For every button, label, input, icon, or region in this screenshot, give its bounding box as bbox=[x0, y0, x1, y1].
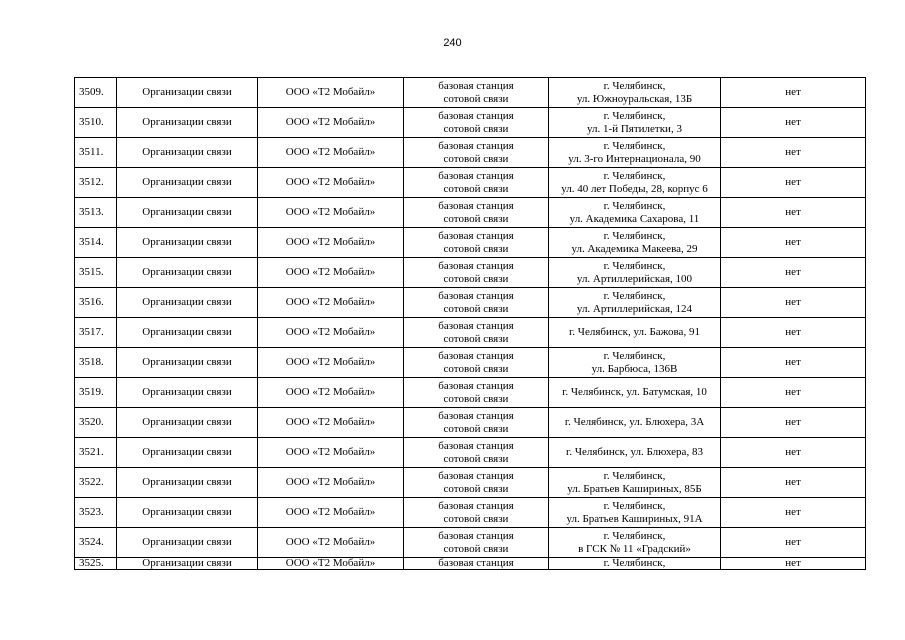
cell-organization: ООО «Т2 Мобайл» bbox=[258, 558, 404, 570]
cell-object-line: сотовой связи bbox=[443, 452, 509, 465]
cell-object-line: базовая станция bbox=[438, 557, 514, 569]
cell-object-line: сотовой связи bbox=[443, 242, 509, 255]
cell-address bbox=[549, 558, 721, 570]
cell-organization: ООО «Т2 Мобайл» bbox=[258, 468, 404, 498]
table-row bbox=[75, 498, 866, 528]
cell-object-line: сотовой связи bbox=[443, 122, 509, 135]
cell-address-line: г. Челябинск, bbox=[603, 79, 666, 92]
page-number: 240 bbox=[443, 37, 462, 49]
cell-status: нет bbox=[721, 408, 866, 438]
cell-address-line: ул. Братьев Кашириных, 85Б bbox=[567, 482, 702, 495]
cell-organization: ООО «Т2 Мобайл» bbox=[258, 138, 404, 168]
cell-category: Организации связи bbox=[117, 258, 258, 288]
cell-status: нет bbox=[721, 438, 866, 468]
cell-address-line: г. Челябинск, bbox=[603, 169, 666, 182]
cell-object bbox=[404, 168, 549, 198]
cell-number: 3509. bbox=[75, 78, 117, 108]
cell-object-line: базовая станция bbox=[438, 79, 514, 92]
cell-status: нет bbox=[721, 528, 866, 558]
cell-organization: ООО «Т2 Мобайл» bbox=[258, 348, 404, 378]
cell-object bbox=[404, 528, 549, 558]
cell-object bbox=[404, 228, 549, 258]
cell-number: 3513. bbox=[75, 198, 117, 228]
cell-number: 3524. bbox=[75, 528, 117, 558]
cell-address bbox=[549, 288, 721, 318]
cell-object bbox=[404, 408, 549, 438]
cell-address-line: г. Челябинск, bbox=[603, 349, 666, 362]
cell-address-line: ул. Артиллерийская, 100 bbox=[576, 272, 693, 285]
cell-address-line: г. Челябинск, bbox=[603, 259, 666, 272]
cell-object-line: сотовой связи bbox=[443, 422, 509, 435]
cell-number: 3519. bbox=[75, 378, 117, 408]
cell-object bbox=[404, 288, 549, 318]
cell-status: нет bbox=[721, 498, 866, 528]
table-row bbox=[75, 138, 866, 168]
cell-organization: ООО «Т2 Мобайл» bbox=[258, 528, 404, 558]
table-row bbox=[75, 378, 866, 408]
cell-address-line: г. Челябинск, bbox=[603, 469, 666, 482]
cell-status: нет bbox=[721, 558, 866, 570]
registry-table-body bbox=[75, 78, 866, 570]
cell-category: Организации связи bbox=[117, 468, 258, 498]
cell-address bbox=[549, 108, 721, 138]
cell-category: Организации связи bbox=[117, 318, 258, 348]
cell-address bbox=[549, 408, 721, 438]
cell-object-line: сотовой связи bbox=[443, 512, 509, 525]
cell-organization: ООО «Т2 Мобайл» bbox=[258, 408, 404, 438]
cell-category: Организации связи bbox=[117, 558, 258, 570]
table-row bbox=[75, 108, 866, 138]
cell-object bbox=[404, 258, 549, 288]
cell-object bbox=[404, 558, 549, 570]
cell-object bbox=[404, 438, 549, 468]
cell-object-line: базовая станция bbox=[438, 109, 514, 122]
cell-object-line: базовая станция bbox=[438, 499, 514, 512]
cell-address-line: г. Челябинск, ул. Блюхера, 3А bbox=[564, 416, 705, 428]
cell-object-line: базовая станция bbox=[438, 409, 514, 422]
table-row bbox=[75, 288, 866, 318]
cell-address-line: г. Челябинск, bbox=[603, 529, 666, 542]
cell-organization: ООО «Т2 Мобайл» bbox=[258, 258, 404, 288]
cell-status: нет bbox=[721, 228, 866, 258]
cell-number: 3511. bbox=[75, 138, 117, 168]
cell-address bbox=[549, 138, 721, 168]
cell-number: 3515. bbox=[75, 258, 117, 288]
cell-address bbox=[549, 348, 721, 378]
cell-status: нет bbox=[721, 108, 866, 138]
cell-number: 3512. bbox=[75, 168, 117, 198]
table-row bbox=[75, 348, 866, 378]
cell-object-line: базовая станция bbox=[438, 199, 514, 212]
cell-category: Организации связи bbox=[117, 408, 258, 438]
cell-number: 3517. bbox=[75, 318, 117, 348]
cell-object bbox=[404, 348, 549, 378]
cell-number: 3522. bbox=[75, 468, 117, 498]
cell-object bbox=[404, 78, 549, 108]
cell-address bbox=[549, 468, 721, 498]
cell-organization: ООО «Т2 Мобайл» bbox=[258, 438, 404, 468]
cell-address-line: г. Челябинск, bbox=[603, 289, 666, 302]
cell-category: Организации связи bbox=[117, 348, 258, 378]
cell-category: Организации связи bbox=[117, 108, 258, 138]
cell-address-line: ул. Академика Макеева, 29 bbox=[571, 242, 698, 255]
cell-object-line: сотовой связи bbox=[443, 302, 509, 315]
cell-object-line: сотовой связи bbox=[443, 362, 509, 375]
cell-address bbox=[549, 228, 721, 258]
cell-object-line: базовая станция bbox=[438, 439, 514, 452]
cell-status: нет bbox=[721, 258, 866, 288]
cell-address bbox=[549, 528, 721, 558]
cell-category: Организации связи bbox=[117, 438, 258, 468]
cell-object bbox=[404, 108, 549, 138]
cell-number: 3516. bbox=[75, 288, 117, 318]
cell-object bbox=[404, 468, 549, 498]
cell-address-line: г. Челябинск, bbox=[603, 557, 666, 569]
cell-status: нет bbox=[721, 138, 866, 168]
cell-organization: ООО «Т2 Мобайл» bbox=[258, 198, 404, 228]
cell-address-line: ул. 40 лет Победы, 28, корпус 6 bbox=[561, 182, 708, 195]
table-row bbox=[75, 408, 866, 438]
table-row bbox=[75, 558, 866, 570]
cell-number: 3520. bbox=[75, 408, 117, 438]
cell-address bbox=[549, 258, 721, 288]
cell-object-line: сотовой связи bbox=[443, 92, 509, 105]
cell-object-line: сотовой связи bbox=[443, 212, 509, 225]
cell-address bbox=[549, 498, 721, 528]
cell-object bbox=[404, 498, 549, 528]
table-row bbox=[75, 78, 866, 108]
cell-category: Организации связи bbox=[117, 498, 258, 528]
cell-address-line: ул. Братьев Кашириных, 91А bbox=[566, 512, 703, 525]
cell-address-line: ул. Барбюса, 136В bbox=[591, 362, 678, 375]
cell-address bbox=[549, 438, 721, 468]
cell-object bbox=[404, 198, 549, 228]
cell-category: Организации связи bbox=[117, 198, 258, 228]
cell-organization: ООО «Т2 Мобайл» bbox=[258, 288, 404, 318]
cell-number: 3523. bbox=[75, 498, 117, 528]
cell-number: 3525. bbox=[75, 558, 117, 570]
cell-object-line: базовая станция bbox=[438, 469, 514, 482]
cell-address-line: ул. 3-го Интернационала, 90 bbox=[568, 152, 701, 165]
cell-status: нет bbox=[721, 168, 866, 198]
cell-address-line: г. Челябинск, ул. Блюхера, 83 bbox=[566, 446, 703, 458]
cell-object-line: сотовой связи bbox=[443, 152, 509, 165]
cell-address bbox=[549, 78, 721, 108]
cell-category: Организации связи bbox=[117, 288, 258, 318]
cell-address-line: г. Челябинск, bbox=[603, 229, 666, 242]
cell-object-line: сотовой связи bbox=[443, 332, 509, 345]
cell-organization: ООО «Т2 Мобайл» bbox=[258, 78, 404, 108]
table-row bbox=[75, 318, 866, 348]
cell-number: 3514. bbox=[75, 228, 117, 258]
cell-organization: ООО «Т2 Мобайл» bbox=[258, 378, 404, 408]
cell-status: нет bbox=[721, 288, 866, 318]
cell-number: 3510. bbox=[75, 108, 117, 138]
cell-category: Организации связи bbox=[117, 168, 258, 198]
registry-table bbox=[74, 77, 866, 570]
cell-status: нет bbox=[721, 198, 866, 228]
cell-address-line: г. Челябинск, bbox=[603, 109, 666, 122]
table-row bbox=[75, 258, 866, 288]
cell-object-line: сотовой связи bbox=[443, 272, 509, 285]
cell-category: Организации связи bbox=[117, 228, 258, 258]
cell-object-line: базовая станция bbox=[438, 139, 514, 152]
cell-address bbox=[549, 168, 721, 198]
cell-object-line: базовая станция bbox=[438, 379, 514, 392]
cell-object-line: базовая станция bbox=[438, 169, 514, 182]
table-row bbox=[75, 228, 866, 258]
cell-organization: ООО «Т2 Мобайл» bbox=[258, 168, 404, 198]
cell-status: нет bbox=[721, 318, 866, 348]
cell-object-line: сотовой связи bbox=[443, 182, 509, 195]
cell-object-line: сотовой связи bbox=[443, 482, 509, 495]
cell-number: 3518. bbox=[75, 348, 117, 378]
cell-category: Организации связи bbox=[117, 78, 258, 108]
cell-address-line: г. Челябинск, ул. Батумская, 10 bbox=[562, 386, 707, 398]
table-row bbox=[75, 198, 866, 228]
cell-object bbox=[404, 138, 549, 168]
cell-organization: ООО «Т2 Мобайл» bbox=[258, 228, 404, 258]
cell-object-line: сотовой связи bbox=[443, 542, 509, 555]
cell-number: 3521. bbox=[75, 438, 117, 468]
cell-address bbox=[549, 378, 721, 408]
cell-object-line: базовая станция bbox=[438, 529, 514, 542]
cell-status: нет bbox=[721, 468, 866, 498]
cell-organization: ООО «Т2 Мобайл» bbox=[258, 108, 404, 138]
cell-category: Организации связи bbox=[117, 528, 258, 558]
cell-category: Организации связи bbox=[117, 138, 258, 168]
cell-status: нет bbox=[721, 78, 866, 108]
table-row bbox=[75, 528, 866, 558]
cell-object-line: базовая станция bbox=[438, 349, 514, 362]
table-row bbox=[75, 468, 866, 498]
cell-address-line: г. Челябинск, bbox=[603, 139, 666, 152]
cell-object bbox=[404, 318, 549, 348]
cell-address-line: г. Челябинск, bbox=[603, 199, 666, 212]
cell-address-line: в ГСК № 11 «Градский» bbox=[578, 542, 691, 555]
cell-object-line: сотовой связи bbox=[443, 392, 509, 405]
cell-organization: ООО «Т2 Мобайл» bbox=[258, 318, 404, 348]
cell-object-line: базовая станция bbox=[438, 229, 514, 242]
cell-status: нет bbox=[721, 348, 866, 378]
cell-status: нет bbox=[721, 378, 866, 408]
cell-address bbox=[549, 318, 721, 348]
cell-object-line: базовая станция bbox=[438, 289, 514, 302]
table-row bbox=[75, 438, 866, 468]
cell-address-line: г. Челябинск, ул. Бажова, 91 bbox=[569, 326, 700, 338]
cell-address-line: ул. Академика Сахарова, 11 bbox=[569, 212, 700, 225]
cell-object-line: базовая станция bbox=[438, 319, 514, 332]
cell-address bbox=[549, 198, 721, 228]
cell-category: Организации связи bbox=[117, 378, 258, 408]
cell-organization: ООО «Т2 Мобайл» bbox=[258, 498, 404, 528]
table-row bbox=[75, 168, 866, 198]
cell-address-line: г. Челябинск, bbox=[603, 499, 666, 512]
cell-object-line: базовая станция bbox=[438, 259, 514, 272]
cell-address-line: ул. Артиллерийская, 124 bbox=[576, 302, 693, 315]
cell-address-line: ул. 1-й Пятилетки, 3 bbox=[587, 122, 682, 135]
cell-object bbox=[404, 378, 549, 408]
cell-address-line: ул. Южноуральская, 13Б bbox=[576, 92, 693, 105]
